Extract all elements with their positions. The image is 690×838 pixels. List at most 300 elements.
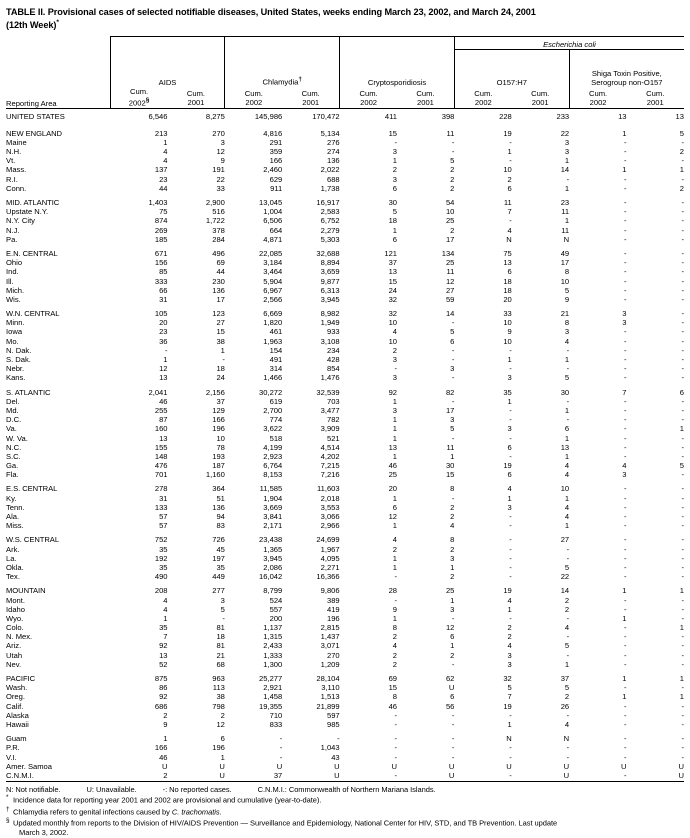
page-title-line1: TABLE II. Provisional cases of selected notifiable diseases, United States, weeks ending March 23, 2002, and March 24, 2001 — [6, 7, 536, 17]
footnote-marker: † — [6, 805, 10, 813]
cell-value: 13 — [503, 258, 512, 268]
cell-value: - — [681, 309, 684, 319]
cell-value: 1,160 — [205, 470, 225, 480]
cell-value: - — [509, 345, 512, 355]
cell-value: 3 — [564, 327, 570, 337]
cell-value: 14 — [445, 309, 455, 319]
header-row-ecoli-span — [6, 36, 684, 49]
cell-value: 75 — [159, 207, 168, 217]
cell-value: - — [681, 641, 684, 651]
cell-value: 1 — [450, 641, 455, 651]
cell-value: 3,622 — [263, 424, 283, 434]
cell-value: 3 — [507, 502, 512, 512]
cell-value: 1,458 — [263, 692, 283, 702]
cell-value: 1 — [564, 216, 570, 226]
cell-reporting-area: Utah — [6, 650, 23, 660]
cell-value: 22 — [560, 128, 570, 138]
header-col-aids-2002: Cum. 2002§ — [110, 88, 167, 109]
cell-value: 10 — [560, 484, 570, 494]
cell-value: 6 — [450, 336, 455, 346]
cell-value: - — [566, 613, 570, 623]
header-spacer-crypto — [340, 36, 455, 49]
table-row-state — [6, 720, 684, 729]
page-title — [0, 0, 690, 32]
cell-value: 1 — [163, 734, 168, 744]
cell-value: 193 — [212, 451, 225, 461]
cell-reporting-area: N.C. — [6, 442, 22, 452]
cell-value: 774 — [269, 415, 283, 425]
cell-value: 5 — [679, 128, 684, 138]
table-row-region — [6, 310, 684, 319]
cell-value: 8,894 — [320, 258, 340, 268]
table-row-state — [6, 452, 684, 461]
cell-value: - — [681, 710, 684, 720]
cell-reporting-area: P.R. — [6, 743, 20, 753]
cell-reporting-area: Idaho — [6, 604, 26, 614]
cell-value: 2 — [392, 165, 398, 175]
cell-value: 5 — [507, 683, 512, 693]
cell-value: 3 — [450, 364, 455, 374]
cell-value: - — [509, 710, 512, 720]
table-row-state — [6, 157, 684, 166]
cell-value: 1,967 — [320, 544, 340, 554]
cell-value: 30 — [388, 198, 398, 208]
cell-value: 4,816 — [263, 128, 283, 138]
cell-value: 44 — [159, 183, 168, 193]
cell-value: 490 — [154, 572, 168, 582]
cell-value: 1 — [507, 719, 512, 729]
cell-value: - — [623, 267, 627, 277]
cell-value: 13 — [159, 650, 168, 660]
table-row-state — [6, 277, 684, 286]
cell-value: 31 — [159, 294, 168, 304]
cell-value: - — [509, 216, 512, 226]
cell-reporting-area: N. Mex. — [6, 632, 33, 642]
cell-value: 7 — [507, 207, 512, 217]
cell-value: 4 — [507, 225, 512, 235]
cell-value: 1 — [564, 156, 570, 166]
footnote-definition: N: Not notifiable. — [6, 784, 61, 794]
table-row-state — [6, 235, 684, 244]
cell-value: 3 — [622, 470, 627, 480]
cell-value: 7,215 — [320, 461, 340, 471]
cell-value: - — [681, 521, 684, 531]
cell-value: 2 — [507, 632, 512, 642]
cell-value: 3 — [392, 405, 398, 415]
cell-value: - — [394, 572, 398, 582]
header-col-crypto-2002: Cum. 2002 — [340, 88, 397, 109]
cell-value: 46 — [159, 752, 168, 762]
cell-value: 875 — [154, 674, 168, 684]
cell-value: 710 — [269, 710, 283, 720]
cell-value: - — [451, 752, 455, 762]
cell-value: 68 — [216, 659, 225, 669]
cell-value: - — [451, 396, 455, 406]
cell-value: 12 — [445, 623, 455, 633]
cell-value: 13 — [159, 433, 168, 443]
cell-value: - — [681, 405, 684, 415]
cell-value: 1 — [564, 405, 570, 415]
cell-value: 15 — [388, 128, 398, 138]
cell-value: 278 — [154, 484, 168, 494]
cell-value: 2 — [392, 650, 398, 660]
cell-reporting-area: W.S. CENTRAL — [6, 535, 59, 545]
cell-reporting-area: N.H. — [6, 147, 22, 157]
cell-value: 166 — [269, 156, 283, 166]
cell-value: 782 — [326, 415, 340, 425]
cell-value: 105 — [154, 309, 168, 319]
cell-value: - — [681, 198, 684, 208]
cell-value: 18 — [216, 632, 225, 642]
cell-value: - — [681, 451, 684, 461]
cell-value: 2,271 — [320, 562, 340, 572]
cell-reporting-area: Guam — [6, 734, 27, 744]
cell-value: 1 — [392, 521, 398, 531]
cell-value: 3 — [507, 650, 512, 660]
cell-value: - — [623, 502, 627, 512]
cell-value: 113 — [212, 683, 225, 693]
cell-value: - — [623, 433, 627, 443]
cell-value: 389 — [326, 595, 340, 605]
footnote-definition: C.N.M.I.: Commonwealth of Northern Mariana Islands. — [257, 784, 436, 794]
cell-value: 10 — [560, 276, 570, 286]
cell-value: 134 — [441, 248, 455, 258]
cell-value: 13 — [675, 111, 684, 121]
cell-reporting-area: Kans. — [6, 373, 26, 383]
cell-value: 2,171 — [263, 521, 283, 531]
cell-value: 1,043 — [320, 743, 340, 753]
cell-value: 155 — [154, 442, 168, 452]
cell-value: 4 — [392, 327, 398, 337]
cell-value: 69 — [216, 258, 225, 268]
cell-value: - — [509, 613, 512, 623]
cell-value: 6 — [507, 267, 512, 277]
cell-value: 1,437 — [320, 632, 340, 642]
table-row-state — [6, 295, 684, 304]
cell-value: 30,272 — [259, 387, 283, 397]
cell-value: 911 — [270, 183, 283, 193]
cell-value: - — [451, 433, 455, 443]
cell-value: 9 — [220, 156, 225, 166]
cell-value: 10 — [445, 207, 455, 217]
cell-value: - — [451, 147, 455, 157]
table-row-state — [6, 434, 684, 443]
cell-value: 20 — [159, 318, 168, 328]
cell-reporting-area: Iowa — [6, 327, 23, 337]
cell-value: 2 — [450, 544, 455, 554]
table-row-state — [6, 614, 684, 623]
cell-value: 92 — [159, 692, 168, 702]
cell-value: 3,464 — [263, 267, 283, 277]
cell-reporting-area: Mont. — [6, 595, 25, 605]
header-spacer-chlamydia — [225, 36, 340, 49]
table-row-state — [6, 184, 684, 193]
cell-value: 4 — [450, 521, 455, 531]
cell-value: 4 — [163, 604, 168, 614]
cell-value: 5,134 — [320, 128, 340, 138]
cell-reporting-area: Oreg. — [6, 692, 25, 702]
cell-reporting-area: Vt. — [6, 156, 16, 166]
cell-value: 3,841 — [263, 512, 283, 522]
cell-value: 4 — [564, 719, 570, 729]
cell-value: 6 — [450, 692, 455, 702]
cell-value: 4 — [507, 484, 512, 494]
table-row-region — [6, 199, 684, 208]
cell-value: - — [566, 553, 570, 563]
cell-value: 56 — [445, 701, 455, 711]
cell-value: 8 — [450, 535, 455, 545]
cell-value: 4 — [163, 595, 168, 605]
cell-value: - — [623, 451, 627, 461]
cell-value: 963 — [212, 674, 225, 684]
cell-value: - — [623, 752, 627, 762]
cell-value: 24,699 — [316, 535, 340, 545]
cell-value: 12 — [159, 364, 168, 374]
cell-value: 35 — [159, 623, 168, 633]
cell-value: 1,949 — [320, 318, 340, 328]
cell-value: 166 — [212, 415, 225, 425]
cell-value: 701 — [154, 470, 168, 480]
table-row-state — [6, 503, 684, 512]
cell-value: 3 — [450, 604, 455, 614]
header-col-shiga-2001: Cum. 2001 — [627, 88, 684, 109]
footnote-item — [6, 817, 684, 838]
table-row-state — [6, 166, 684, 175]
cell-value: 276 — [326, 137, 340, 147]
cell-reporting-area: Miss. — [6, 521, 24, 531]
cell-value: 54 — [445, 198, 455, 208]
table-body — [6, 109, 684, 782]
cell-value: 269 — [154, 225, 168, 235]
cell-value: - — [394, 752, 398, 762]
cell-reporting-area: Hawaii — [6, 719, 29, 729]
cell-value: 12 — [216, 719, 225, 729]
cell-value: - — [681, 137, 684, 147]
cell-value: 8,799 — [263, 586, 283, 596]
cell-value: 9,806 — [320, 586, 340, 596]
cell-value: 233 — [556, 111, 570, 121]
cell-value: 12 — [388, 512, 398, 522]
cell-value: - — [451, 710, 455, 720]
cell-value: - — [681, 701, 684, 711]
cell-value: 2 — [507, 623, 512, 633]
footnote-definition: -: No reported cases. — [162, 784, 232, 794]
cell-value: 1,300 — [263, 659, 283, 669]
cell-value: - — [623, 373, 627, 383]
cell-value: 2 — [110, 771, 167, 781]
cell-value: 1 — [450, 451, 455, 461]
table-row-state — [6, 693, 684, 702]
cell-value: 14 — [560, 165, 570, 175]
cell-value: 6,506 — [263, 216, 283, 226]
table-row-state — [6, 356, 684, 365]
cell-value: U — [506, 761, 512, 771]
cell-value: - — [681, 659, 684, 669]
table-row-state — [6, 513, 684, 522]
cell-value: 1 — [622, 165, 627, 175]
cell-value: - — [509, 405, 512, 415]
header-col-chlamydia-2001: Cum. 2001 — [282, 88, 339, 109]
cell-reporting-area: N.Y. City — [6, 216, 35, 226]
cell-value: 2 — [679, 147, 684, 157]
cell-value: 8 — [564, 318, 570, 328]
cell-value: 688 — [326, 174, 340, 184]
cell-value: - — [681, 258, 684, 268]
cell-value: 3,945 — [263, 553, 283, 563]
cell-value: - — [681, 364, 684, 374]
cell-value: 23 — [159, 174, 168, 184]
cell-value: 1 — [679, 586, 684, 596]
cell-value: - — [681, 267, 684, 277]
cell-value: 6 — [392, 234, 398, 244]
cell-value: 8,153 — [263, 470, 283, 480]
cell-value: 4,095 — [320, 553, 340, 563]
cell-value: 5 — [450, 327, 455, 337]
cell-value: - — [509, 521, 512, 531]
cell-value: 398 — [441, 111, 455, 121]
cell-value: 9 — [392, 604, 398, 614]
cell-value: 148 — [154, 451, 168, 461]
cell-value: 10 — [503, 336, 512, 346]
cell-value: 1 — [679, 424, 684, 434]
cell-value: 2,022 — [320, 165, 340, 175]
cell-value: 46 — [159, 396, 168, 406]
cell-value: 6 — [392, 502, 398, 512]
cell-reporting-area: R.I. — [6, 174, 18, 184]
table-row-state — [6, 605, 684, 614]
cell-value: - — [623, 512, 627, 522]
cell-value: 234 — [326, 345, 340, 355]
cell-value: - — [681, 604, 684, 614]
cell-value: 30 — [560, 387, 570, 397]
cell-value: 8,982 — [320, 309, 340, 319]
cell-value: 1 — [622, 674, 627, 684]
table-row-state — [6, 286, 684, 295]
cell-value: U — [391, 761, 398, 771]
cell-value: 1 — [392, 433, 398, 443]
cell-value: U — [168, 771, 225, 781]
cell-value: 5 — [564, 641, 570, 651]
cell-value: 476 — [154, 461, 168, 471]
cell-reporting-area: La. — [6, 553, 17, 563]
cell-value: - — [623, 719, 627, 729]
footnote-definition: U: Unavailable. — [86, 784, 137, 794]
cell-value: 2 — [450, 165, 455, 175]
cell-reporting-area: MID. ATLANTIC — [6, 198, 60, 208]
table-row-state — [6, 337, 684, 346]
cell-value: 6,764 — [263, 461, 283, 471]
cell-value: 3 — [507, 373, 512, 383]
cell-value: 3 — [450, 553, 455, 563]
cell-value: 1,820 — [263, 318, 283, 328]
cell-value: 27 — [216, 318, 225, 328]
cell-value: 27 — [445, 285, 455, 295]
cell-value: - — [681, 719, 684, 729]
cell-value: 6,752 — [320, 216, 340, 226]
cell-value: 30 — [445, 461, 455, 471]
cell-value: - — [681, 562, 684, 572]
cell-value: 2,815 — [320, 623, 340, 633]
cell-value: 1,904 — [263, 493, 283, 503]
cell-value: 3,945 — [320, 294, 340, 304]
cell-value: 2 — [450, 174, 455, 184]
cell-value: - — [509, 137, 512, 147]
cell-value: 23 — [560, 198, 570, 208]
cell-value: 11 — [446, 442, 455, 452]
header-group-chlamydia: Chlamydia† — [225, 49, 340, 88]
table-header — [6, 36, 684, 108]
cell-reporting-area: Ohio — [6, 258, 23, 268]
cell-reporting-area: N. Dak. — [6, 345, 32, 355]
cell-value: - — [279, 752, 283, 762]
cell-value: 10 — [388, 336, 398, 346]
cell-value: 752 — [154, 535, 168, 545]
cell-value: 2 — [450, 502, 455, 512]
cell-value: - — [566, 710, 570, 720]
cell-value: 1 — [622, 128, 627, 138]
cell-value: 8 — [392, 692, 398, 702]
cell-value: 461 — [269, 327, 283, 337]
cell-reporting-area: Okla. — [6, 562, 24, 572]
cell-reporting-area: Del. — [6, 396, 20, 406]
cell-value: 2,279 — [320, 225, 340, 235]
cell-value: 3,108 — [320, 336, 340, 346]
table-row-state — [6, 624, 684, 633]
cell-value: - — [681, 207, 684, 217]
cell-value: 1 — [622, 586, 627, 596]
cell-value: - — [681, 318, 684, 328]
table-row-state — [6, 425, 684, 434]
cell-value: 2,018 — [320, 493, 340, 503]
cell-value: 2,086 — [263, 562, 283, 572]
cell-value: 277 — [212, 586, 225, 596]
cell-value: 284 — [212, 234, 225, 244]
aids-2002-footnote-marker: § — [145, 96, 150, 104]
cell-value: 6,313 — [320, 285, 340, 295]
cell-value: 1,333 — [263, 650, 283, 660]
cell-value: 35 — [216, 562, 225, 572]
cell-value: 1,315 — [263, 632, 283, 642]
cell-value: 274 — [326, 147, 340, 157]
cell-value: 12 — [216, 147, 225, 157]
table-row-state — [6, 554, 684, 563]
cell-value: 37 — [216, 396, 225, 406]
cell-value: 170,472 — [312, 111, 340, 121]
cell-reporting-area: Ala. — [6, 512, 20, 522]
cell-value: 154 — [269, 345, 283, 355]
cell-value: 3 — [392, 355, 398, 365]
cell-value: 36 — [159, 336, 168, 346]
chlamydia-footnote-marker: † — [298, 76, 303, 84]
cell-value: 1,004 — [263, 207, 283, 217]
cell-value: - — [681, 174, 684, 184]
cell-value: - — [623, 641, 627, 651]
cell-value: 5,303 — [320, 234, 340, 244]
cell-value: 9,877 — [320, 276, 340, 286]
cell-value: - — [623, 553, 627, 563]
cell-value: 1 — [163, 355, 168, 365]
cell-value: 87 — [159, 415, 168, 425]
cell-value: - — [681, 650, 684, 660]
cell-value: 518 — [269, 433, 283, 443]
header-row-groups — [6, 49, 684, 88]
cell-value: 3 — [622, 309, 627, 319]
cell-value: 1 — [392, 396, 398, 406]
cell-value: N — [563, 734, 570, 744]
cell-value: 11,585 — [259, 484, 283, 494]
cell-value: 378 — [212, 225, 225, 235]
cell-value: 51 — [216, 493, 225, 503]
